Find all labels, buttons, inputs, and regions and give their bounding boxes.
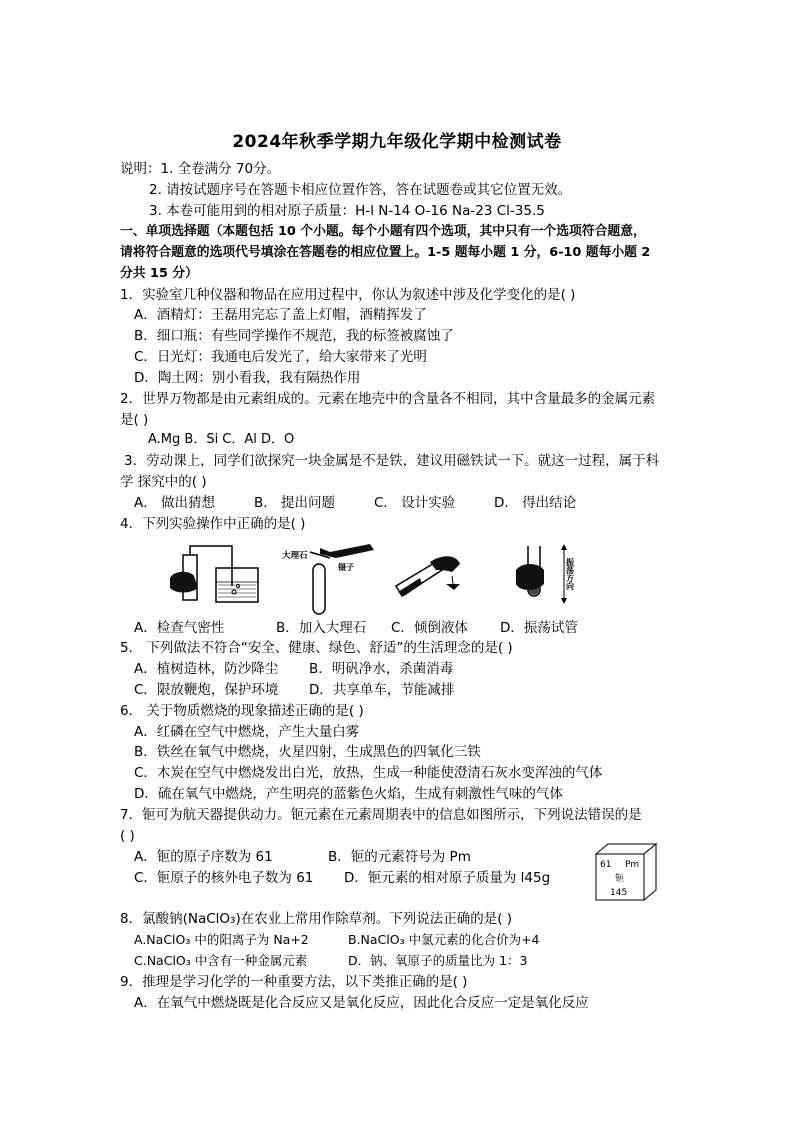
- q7-option-b: B．钷的元素符号为 Pm: [328, 849, 471, 865]
- q6-option-c: C．木炭在空气中燃烧发出白光，放热，生成一种能使澄清石灰水变浑浊的气体: [134, 765, 603, 781]
- q6-option-b: B．铁丝在氧气中燃烧，火星四射，生成黑色的四氧化三铁: [134, 744, 481, 760]
- q3-option-c: C． 设计实验: [374, 495, 456, 511]
- q2-stem-line-1: 2．世界万物都是由元素组成的。元素在地壳中的含量各不相同，其中含量最多的金属元素: [120, 391, 656, 407]
- q1-option-c: C．日光灯：我通电后发光了，给大家带来了光明: [134, 349, 427, 365]
- q5-option-a: A．植树造林，防沙降尘: [134, 661, 279, 677]
- label-tweezers: 镊子: [338, 563, 354, 572]
- element-card-pm: [592, 842, 660, 902]
- q5-stem: 5． 下列做法不符合“安全、健康、绿色、舒适”的生活理念的是( ): [120, 640, 513, 656]
- section-header-line-2: 请将符合题意的选项代号填涂在答题卷的相应位置上。1-5 题每小题 1 分，6-10 题每小题 2: [120, 245, 651, 260]
- note-1: 说明：1. 全卷满分 70分。: [120, 161, 281, 177]
- q8-option-a: A.NaClO₃ 中的阳离子为 Na+2: [134, 932, 309, 947]
- figure-adding-marble: [282, 544, 374, 614]
- q3-stem-line-2: 学 探究中的( ): [120, 474, 207, 490]
- q4-option-b: B．加入大理石: [276, 620, 367, 636]
- figure-airtightness-check: [170, 546, 258, 602]
- q5-option-c: C．限放鞭炮，保护环境: [134, 682, 279, 698]
- q6-option-d: D．硫在氧气中燃烧，产生明亮的蓝紫色火焰，生成有刺激性气味的气体: [134, 786, 563, 802]
- q8-option-c: C.NaClO₃ 中含有一种金属元素: [134, 953, 308, 968]
- q7-option-a: A．钷的原子序数为 61: [134, 849, 273, 865]
- element-name: 钷: [615, 874, 625, 884]
- q7-option-d: D．钷元素的相对原子质量为 l45g: [344, 870, 551, 886]
- q7-option-c: C．钷原子的核外电子数为 61: [134, 870, 314, 886]
- q8-stem: 8．氯酸钠(NaClO₃)在农业上常用作除草剂。下列说法正确的是( ): [120, 911, 513, 927]
- label-marble: 大理石: [282, 551, 308, 561]
- q1-option-a: A．酒精灯：王磊用完忘了盖上灯帽，酒精挥发了: [134, 307, 427, 323]
- q1-option-b: B．细口瓶：有些同学操作不规范，我的标签被腐蚀了: [134, 328, 454, 344]
- q4-stem: 4．下列实验操作中正确的是( ): [120, 516, 306, 532]
- q3-stem-line-1: 3．劳动课上，同学们欲探究一块金属是不是铁，建议用磁铁试一下。就这一过程，属于科: [124, 453, 660, 469]
- q6-option-a: A．红磷在空气中燃烧，产生大量白雾: [134, 724, 360, 740]
- q7-stem-line-2: ( ): [120, 828, 135, 844]
- label-shake-direction: 振荡方向: [565, 558, 575, 590]
- q5-option-d: D．共享单车，节能减排: [309, 682, 455, 698]
- atomic-number: 61: [600, 860, 612, 870]
- section-header-line-1: 一、单项选择题（本题包括 10 个小题。每个小题有四个选项，其中只有一个选项符合题意，: [120, 224, 646, 239]
- note-2: 2. 请按试题序号在答题卡相应位置作答，答在试题卷或其它位置无效。: [149, 182, 572, 198]
- q3-option-d: D． 得出结论: [494, 495, 577, 511]
- q3-option-a: A． 做出猜想: [134, 495, 216, 511]
- note-3: 3. 本卷可能用到的相对原子质量：H-l N-14 O-16 Na-23 Cl-35.5: [149, 203, 545, 219]
- q2-options: A.Mg B．Si C．Al D．O: [148, 432, 295, 447]
- q1-option-d: D．陶土网：别小看我，我有隔热作用: [134, 370, 361, 386]
- q3-option-b: B． 提出问题: [254, 495, 336, 511]
- q4-option-d: D．振荡试管: [500, 620, 578, 636]
- q4-option-a: A．检查气密性: [134, 620, 225, 636]
- element-symbol: Pm: [625, 860, 640, 870]
- q8-option-d: D．钠、氧原子的质量比为 1：3: [348, 953, 528, 968]
- atomic-mass: 145: [610, 888, 628, 898]
- q5-option-b: B．明矾净水，杀菌消毒: [309, 661, 454, 677]
- q1-stem: 1．实验室几种仪器和物品在应用过程中，你认为叙述中涉及化学变化的是( ): [120, 287, 576, 303]
- q4-option-c: C．倾倒液体: [391, 620, 468, 636]
- figure-shaking-tube: [516, 544, 575, 604]
- q9-stem: 9．推理是学习化学的一种重要方法，以下类推正确的是( ): [120, 974, 468, 990]
- q8-option-b: B.NaClO₃ 中氯元素的化合价为+4: [348, 932, 540, 947]
- exam-title: 2024年秋季学期九年级化学期中检测试卷: [232, 132, 562, 152]
- q6-stem: 6． 关于物质燃烧的现象描述正确的是( ): [120, 703, 364, 719]
- section-header-line-3: 分共 15 分）: [120, 266, 198, 281]
- q2-stem-line-2: 是( ): [120, 412, 149, 428]
- q9-option-a: A．在氧气中燃烧既是化合反应又是氧化反应，因此化合反应一定是氧化反应: [134, 995, 589, 1011]
- q7-stem-line-1: 7．钷可为航天器提供动力。钷元素在元素周期表中的信息如图所示，下列说法错误的是: [120, 807, 642, 823]
- figure-pouring-liquid: [396, 556, 460, 596]
- q4-experiment-figures: [160, 540, 600, 618]
